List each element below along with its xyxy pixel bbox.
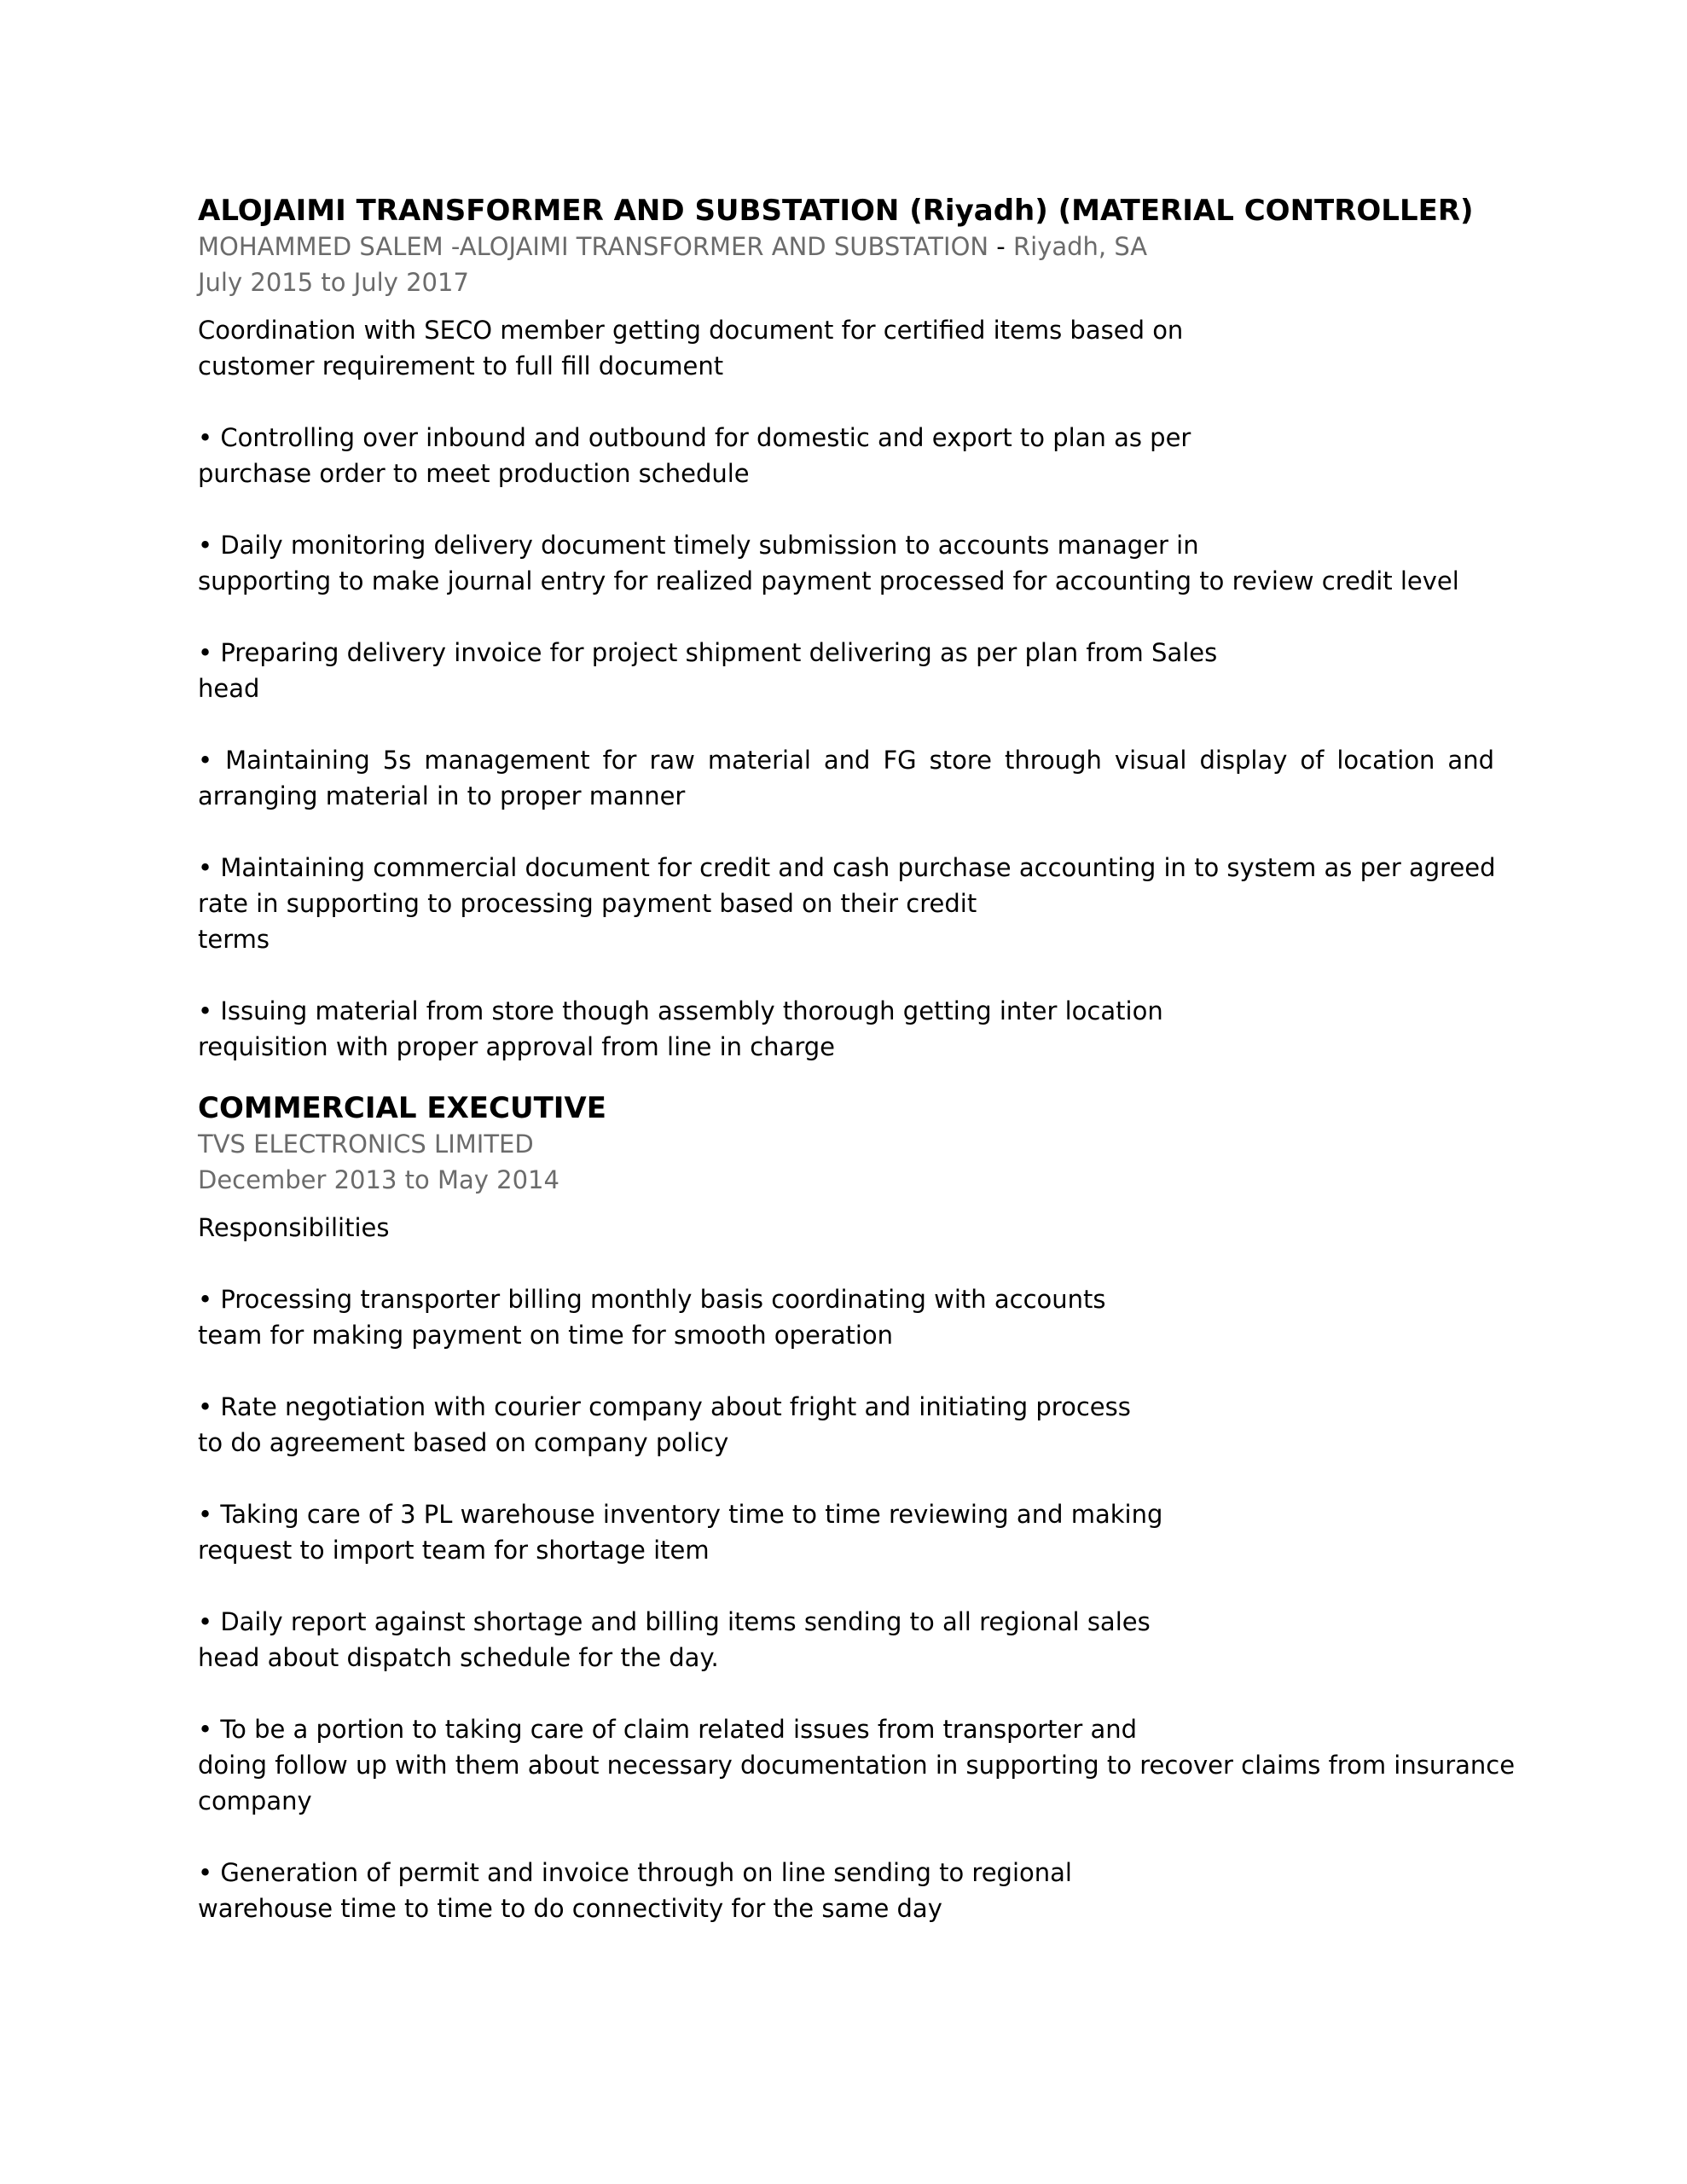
description-paragraph xyxy=(198,1389,1494,1461)
description-paragraph xyxy=(198,527,1494,599)
company-location-separator: - xyxy=(988,232,1013,261)
description-line: • To be a portion to taking care of claim related issues from transporter and xyxy=(198,1715,1138,1744)
description-line: company xyxy=(198,1786,312,1815)
job-description xyxy=(198,312,1494,1065)
description-line: • Maintaining commercial document for credit and cash purchase accounting in to system as per agreed xyxy=(198,853,1496,882)
description-line: • Controlling over inbound and outbound for domestic and export to plan as per xyxy=(198,423,1191,452)
description-line: request to import team for shortage item xyxy=(198,1536,710,1565)
description-line: • Rate negotiation with courier company about fright and initiating process xyxy=(198,1392,1131,1421)
description-line: doing follow up with them about necessary documentation in supporting to recover claims from insurance xyxy=(198,1751,1516,1780)
job-title: ALOJAIMI TRANSFORMER AND SUBSTATION (Riyadh) (MATERIAL CONTROLLER) xyxy=(198,194,1474,228)
description-line: team for making payment on time for smooth operation xyxy=(198,1321,894,1350)
description-line: • Issuing material from store though assembly thorough getting inter location xyxy=(198,996,1163,1025)
description-line: • Taking care of 3 PL warehouse inventory time to time reviewing and making xyxy=(198,1500,1163,1529)
job-company: TVS ELECTRONICS LIMITED xyxy=(198,1130,534,1159)
description-paragraph xyxy=(198,1281,1494,1353)
description-paragraph xyxy=(198,1711,1516,1819)
description-line: rate in supporting to processing payment based on their credit xyxy=(198,889,977,918)
job-company-line xyxy=(198,229,1494,264)
description-line: supporting to make journal entry for realized payment processed for accounting to review credit level xyxy=(198,566,1459,595)
job-description xyxy=(198,1210,1516,1926)
description-line: • Processing transporter billing monthly basis coordinating with accounts xyxy=(198,1285,1106,1314)
description-line: head about dispatch schedule for the day. xyxy=(198,1643,719,1672)
description-line: to do agreement based on company policy xyxy=(198,1428,729,1457)
description-paragraph xyxy=(198,1496,1494,1568)
description-paragraph xyxy=(198,1604,1494,1676)
description-line: purchase order to meet production schedule xyxy=(198,459,750,488)
description-line: • Generation of permit and invoice through on line sending to regional xyxy=(198,1858,1072,1887)
job-location: Riyadh, SA xyxy=(1013,232,1148,261)
resume-page xyxy=(198,193,1516,1926)
description-line: customer requirement to full fill document xyxy=(198,351,724,380)
description-line: terms xyxy=(198,925,270,954)
description-paragraph xyxy=(198,635,1494,706)
description-paragraph xyxy=(198,312,1494,384)
description-line: requisition with proper approval from line in charge xyxy=(198,1032,835,1061)
description-paragraph xyxy=(198,420,1494,491)
description-paragraph xyxy=(198,993,1494,1065)
job-title: COMMERCIAL EXECUTIVE xyxy=(198,1091,606,1125)
description-line: head xyxy=(198,674,260,703)
description-line: arranging material in to proper manner xyxy=(198,781,686,810)
description-paragraph xyxy=(198,1210,1494,1246)
job-entry xyxy=(198,193,1494,1065)
job-dates: July 2015 to July 2017 xyxy=(198,268,469,297)
job-dates: December 2013 to May 2014 xyxy=(198,1165,559,1194)
description-line: • Daily monitoring delivery document timely submission to accounts manager in xyxy=(198,531,1199,560)
description-line: Coordination with SECO member getting document for certified items based on xyxy=(198,316,1184,345)
description-line: • Daily report against shortage and billing items sending to all regional sales xyxy=(198,1607,1151,1636)
description-line: warehouse time to time to do connectivity for the same day xyxy=(198,1894,942,1923)
description-line: Responsibilities xyxy=(198,1213,390,1242)
description-paragraph xyxy=(198,742,1494,814)
description-paragraph xyxy=(198,850,1494,957)
job-company: MOHAMMED SALEM -ALOJAIMI TRANSFORMER AND SUBSTATION xyxy=(198,232,989,261)
description-paragraph xyxy=(198,1855,1494,1926)
description-line: • Maintaining 5s management for raw material and FG store through visual display of location and xyxy=(198,746,1494,775)
description-line: • Preparing delivery invoice for project shipment delivering as per plan from Sales xyxy=(198,638,1218,667)
job-entry xyxy=(198,1090,1516,1926)
